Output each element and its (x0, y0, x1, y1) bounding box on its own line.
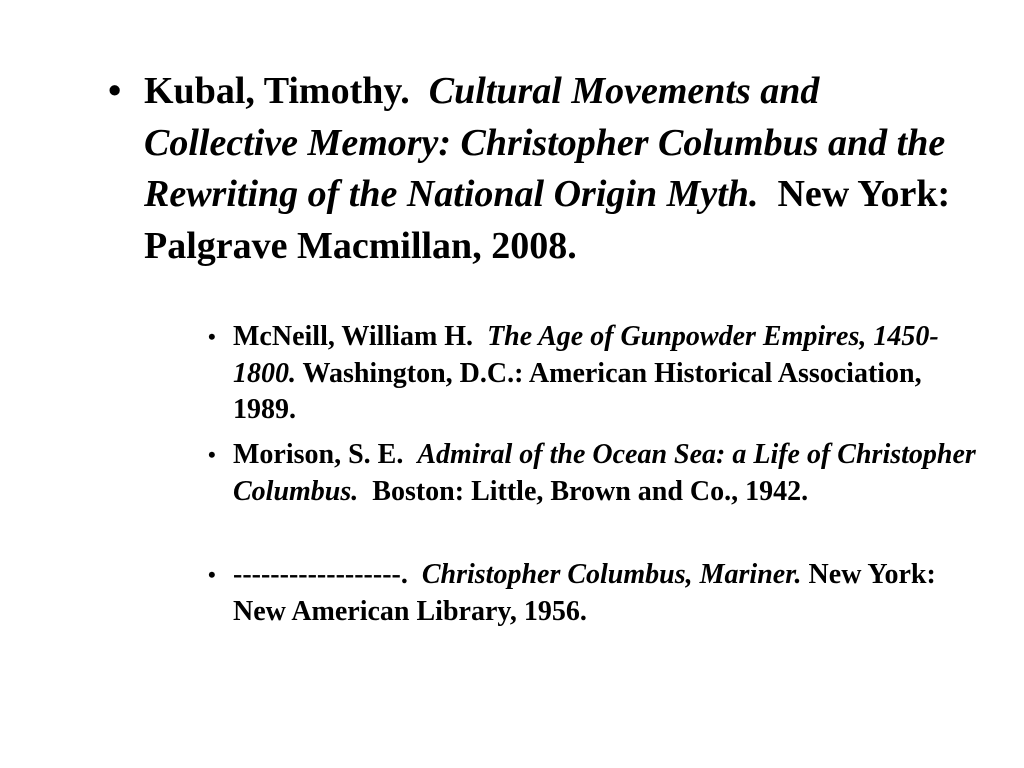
bibliography-entry-sub (208, 437, 978, 510)
entry-text (144, 66, 958, 272)
entry-text (233, 437, 978, 510)
entry-title: Admiral of the Ocean Sea: a Life of Christopher Columbus. (233, 439, 976, 507)
bibliography-entry-main (108, 66, 958, 272)
bullet: • (208, 324, 216, 349)
entry-author: McNeill, William H. (233, 321, 474, 352)
entry-text (233, 319, 978, 429)
bullet: • (208, 562, 216, 587)
entry-title: The Age of Gunpowder Empires, 1450-1800. (233, 321, 939, 389)
entry-publication: Washington, D.C.: American Historical Association, 1989. (233, 357, 922, 425)
entry-publication: New York: New American Library, 1956. (233, 559, 936, 627)
entry-title: Cultural Movements and Collective Memory: Christopher Columbus and the Rewriting of the National Origin Myth. (144, 70, 946, 215)
entry-author: Kubal, Timothy. (144, 70, 410, 112)
entry-publication: Boston: Little, Brown and Co., 1942. (372, 475, 809, 507)
bibliography-entry-sub (208, 319, 978, 429)
entry-text (233, 557, 978, 630)
entry-title: Christopher Columbus, Mariner. (421, 559, 802, 590)
bibliography-entry-sub (208, 557, 978, 630)
entry-author: Morison, S. E. (233, 439, 404, 470)
bullet: • (208, 442, 216, 467)
bullet: • (108, 70, 122, 112)
entry-publication: New York: Palgrave Macmillan, 2008. (144, 173, 951, 267)
entry-author: ------------------. (233, 559, 408, 590)
